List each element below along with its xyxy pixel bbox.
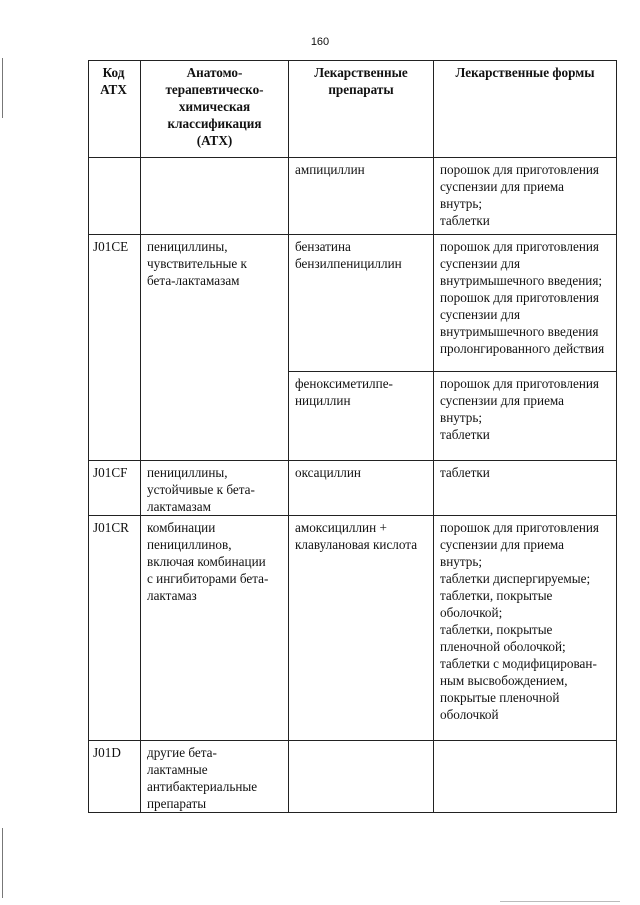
classification-cell: комбинации пенициллинов, включая комбинации с ингибиторами бета- лактамаз xyxy=(141,516,289,741)
table-row xyxy=(89,516,617,741)
forms-cell xyxy=(434,741,617,813)
header-code: Код АТХ xyxy=(89,61,141,158)
scan-edge-mark xyxy=(2,828,3,898)
classification-cell: другие бета- лактамные антибактериальные препараты xyxy=(141,741,289,813)
drug-cell xyxy=(289,741,434,813)
classification-cell xyxy=(141,158,289,235)
classification-cell: пенициллины, устойчивые к бета- лактамазам xyxy=(141,461,289,516)
classification-cell: пенициллины, чувствительные к бета-лактамазам xyxy=(141,235,289,461)
scan-edge-mark xyxy=(2,58,3,118)
header-classification: Анатомо- терапевтическо- химическая классификация (АТХ) xyxy=(141,61,289,158)
forms-cell: порошок для приготовления суспензии для внутримышечного введения; порошок для приготовления суспензии для внутримышечного введения пролонгированного действия xyxy=(434,235,617,372)
atc-code-cell xyxy=(89,158,141,235)
atc-code-cell: J01CR xyxy=(89,516,141,741)
table-row xyxy=(89,158,617,235)
drug-cell: оксациллин xyxy=(289,461,434,516)
drug-cell: бензатина бензилпенициллин xyxy=(289,235,434,372)
drug-cell: ампициллин xyxy=(289,158,434,235)
atc-code-cell: J01CF xyxy=(89,461,141,516)
table-row xyxy=(89,461,617,516)
scan-edge-mark xyxy=(500,901,620,902)
atc-drug-table xyxy=(88,60,617,813)
forms-cell: порошок для приготовления суспензии для приема внутрь; таблетки xyxy=(434,158,617,235)
header-drugs: Лекарственные препараты xyxy=(289,61,434,158)
drug-cell: амоксициллин + клавулановая кислота xyxy=(289,516,434,741)
table-row xyxy=(89,235,617,372)
forms-cell: порошок для приготовления суспензии для приема внутрь; таблетки xyxy=(434,372,617,461)
header-forms: Лекарственные формы xyxy=(434,61,617,158)
atc-code-cell: J01CE xyxy=(89,235,141,461)
drug-cell: феноксиметилпе- нициллин xyxy=(289,372,434,461)
forms-cell: порошок для приготовления суспензии для приема внутрь; таблетки диспергируемые; таблетки, покрытые оболочкой; таблетки, покрытые пленочной оболочкой; таблетки с модифицирован- ным высвобождением, покрытые пленочной оболочкой xyxy=(434,516,617,741)
forms-cell: таблетки xyxy=(434,461,617,516)
page-number: 160 xyxy=(310,36,330,48)
table-row xyxy=(89,741,617,813)
atc-code-cell: J01D xyxy=(89,741,141,813)
table-header-row xyxy=(89,61,617,158)
